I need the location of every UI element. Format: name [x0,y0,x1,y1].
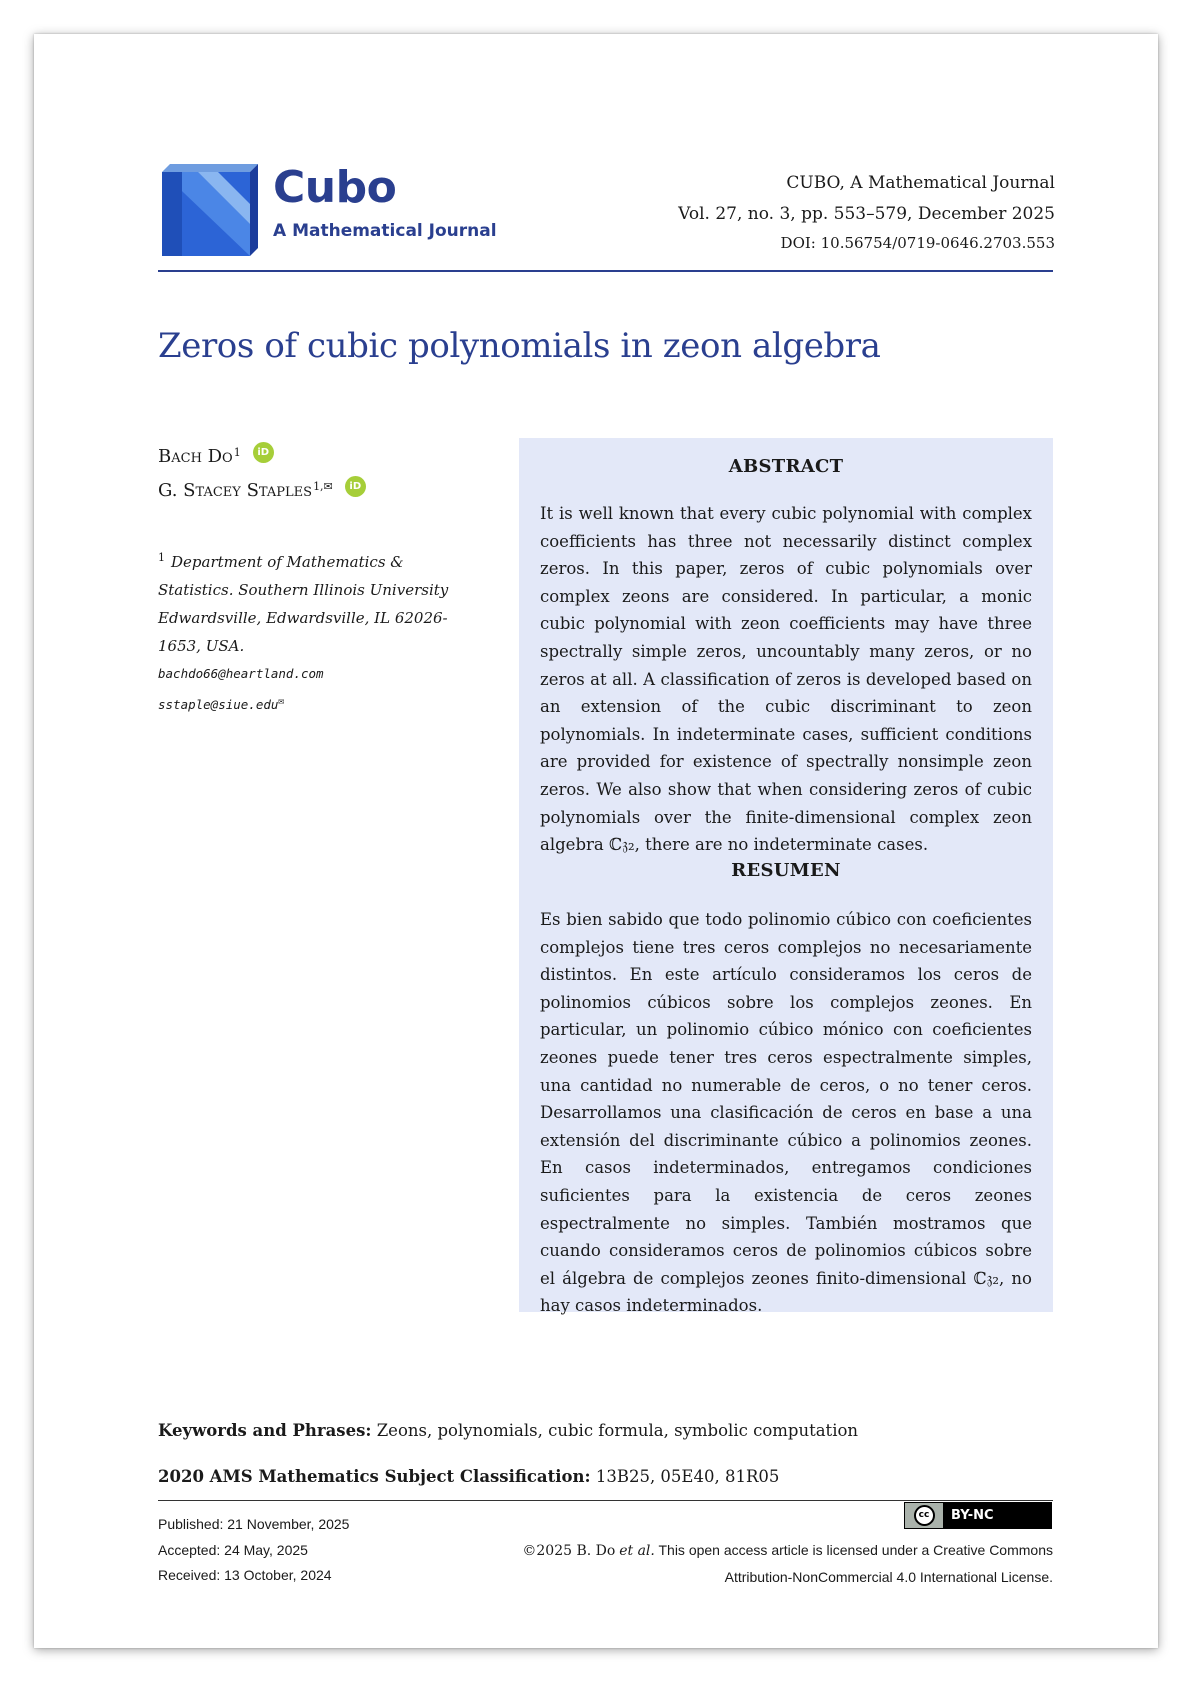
cc-badge-text: BY-NC [951,1508,994,1523]
keywords-value: Zeons, polynomials, cubic formula, symbolic computation [376,1421,859,1440]
author-superscript: 1,✉ [313,480,333,493]
author-2 [158,480,366,514]
accepted-date: Accepted: 24 May, 2025 [158,1541,308,1558]
logo-name: Cubo [273,162,397,213]
email-bachdo[interactable]: bachdo66@heartland.com [158,666,324,681]
email-address[interactable]: sstaple@siue.edu [158,697,279,713]
license-statement: This open access article is licensed under a Creative Commons [658,1542,1053,1558]
journal-name: CUBO, A Mathematical Journal [786,173,1055,193]
affiliation-text: Department of Mathematics & Statistics. Southern Illinois University Edwardsville, Edwardsville, IL 62026-1653, USA. [158,553,449,655]
msc-classification [158,1467,779,1486]
journal-doi[interactable]: DOI: 10.56754/0719-0646.2703.553 [780,234,1055,252]
paper-title: Zeros of cubic polynomials in zeon algebra [158,326,881,366]
cube-logo-icon [158,164,260,258]
abstract-box [519,438,1053,1316]
msc-value: 13B25, 05E40, 81R05 [595,1467,780,1486]
journal-logo [158,164,518,258]
author-superscript: 1 [233,446,241,459]
msc-label: 2020 AMS Mathematics Subject Classification: [158,1467,591,1486]
license-text [522,1537,1053,1590]
abstract-text: It is well known that every cubic polynomial with complex coefficients has three not necessarily distinct complex zeros. In this paper, zeros of cubic polynomials over complex zeons are considered. In particular, a monic cubic polynomial with zeon coefficients may have three spectrally simple zeros, uncountably many zeros, or no zeros at all. A classification of zeros is developed based on an extension of the cubic discriminant to zeon polynomials. In indeterminate cases, sufficient conditions are provided for existence of spectrally nonsimple zeon zeros. We also show that when considering zeros of cubic polynomials over the finite-dimensional complex zeon algebra ℂ𝔷₂, there are no indeterminate cases. [540,504,1032,855]
resumen-heading: RESUMEN [731,860,841,881]
header-divider [158,270,1053,272]
keywords [158,1421,858,1440]
journal-info [678,168,1055,256]
published-date: Published: 21 November, 2025 [158,1516,350,1532]
cc-icon [905,1503,943,1528]
copyright-etal: et al. [619,1543,655,1559]
cc-license-badge[interactable] [904,1502,1052,1529]
affiliation-number: 1 [158,551,165,564]
keywords-label: Keywords and Phrases: [158,1421,372,1440]
email-staples[interactable] [158,688,478,719]
abstract-heading: ABSTRACT [728,456,844,477]
orcid-icon[interactable]: iD [253,442,274,463]
logo-subtitle: A Mathematical Journal [273,221,497,241]
cc-symbol: cc [914,1505,935,1526]
license-line-1 [522,1537,1053,1564]
author-1 [158,446,366,480]
author-name: Bach Do [158,446,233,467]
publication-dates [158,1512,349,1589]
author-list [158,446,366,514]
resumen-text: Es bien sabido que todo polinomio cúbico con coeficientes complejos tiene tres ceros complejos no necesariamente distintos. En este artículo consideramos los ceros de polinomios cúbicos sobre los complejos zeones. En particular, un polinomio cúbico mónico con coeficientes zeones puede tener tres ceros espectralmente simples, una cantidad no numerable de ceros, o no tener ceros. Desarrollamos una clasificación de ceros en base a una extensión del discriminante cúbico a polinomios zeones. En casos indeterminados, entregamos condiciones suficientes para la existencia de ceros zeones espectralmente no simples. También mostramos que cuando consideramos ceros de polinomios cúbicos sobre el álgebra de complejos zeones finito-dimensional ℂ𝔷₂, no hay casos indeterminados. [540,910,1032,1316]
journal-volume: Vol. 27, no. 3, pp. 553–579, December 2025 [678,204,1055,224]
received-date: Received: 13 October, 2024 [158,1567,332,1583]
license-line-2[interactable]: Attribution-NonCommercial 4.0 International License. [724,1569,1053,1585]
orcid-icon[interactable]: iD [345,476,366,497]
affiliation [158,544,478,719]
footer-divider [158,1500,1053,1501]
author-name: G. Stacey Staples [158,480,313,501]
copyright: ©2025 B. Do [522,1543,616,1559]
envelope-icon: ✉ [278,696,285,707]
